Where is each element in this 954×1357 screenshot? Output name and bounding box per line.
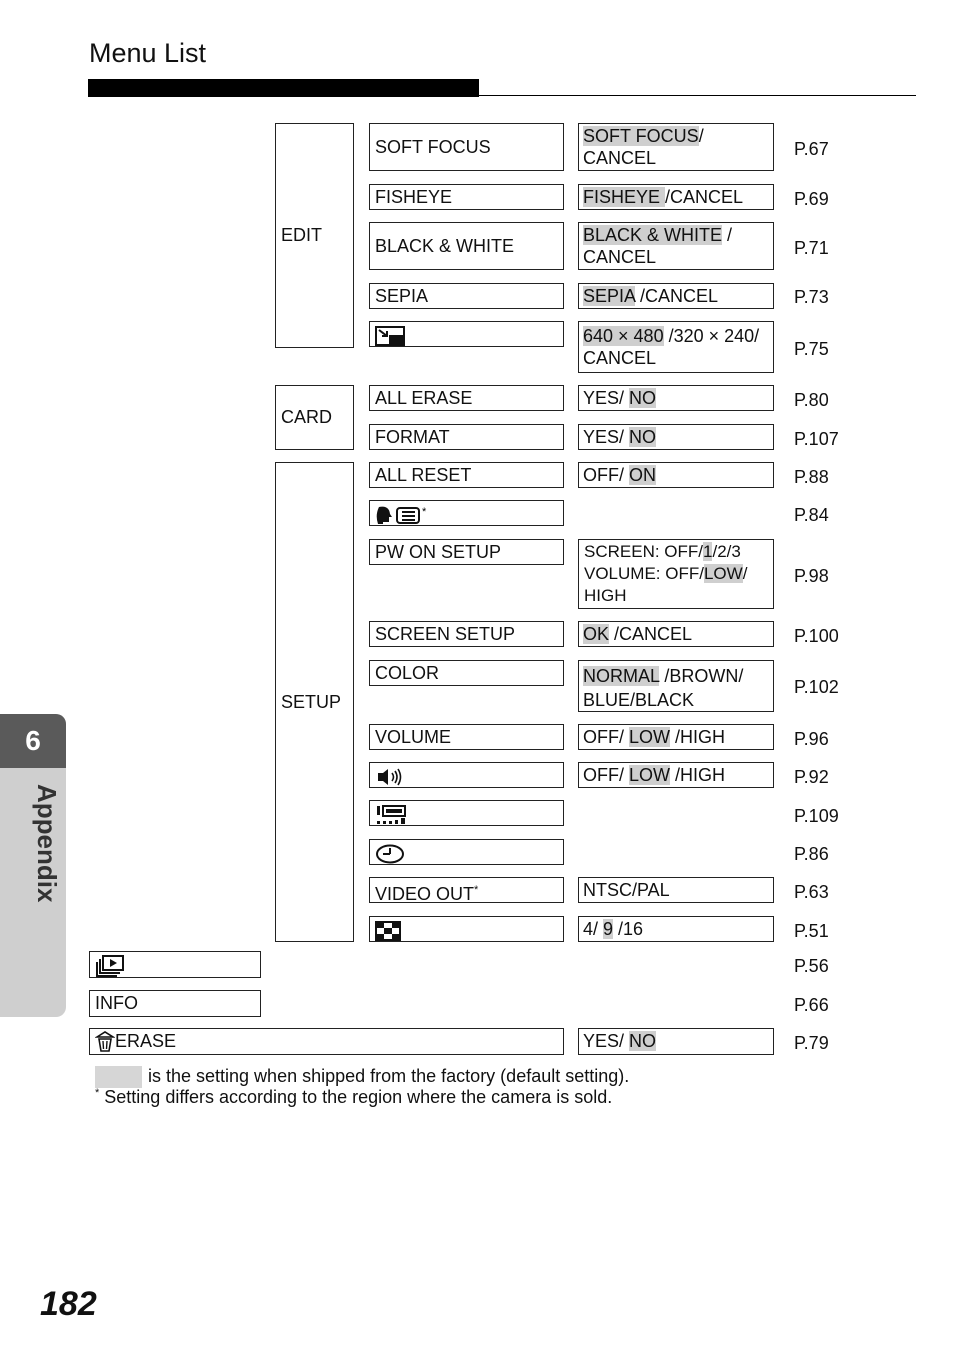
page-ref-format: P.107 xyxy=(794,429,839,449)
options-all-erase[interactable] xyxy=(578,385,774,411)
chapter-label: Appendix xyxy=(32,784,62,903)
options-soft-focus[interactable] xyxy=(578,123,774,171)
default-sepia: SEPIA xyxy=(583,286,636,306)
group-card xyxy=(275,385,354,450)
options-black-white-line2: CANCEL xyxy=(583,247,657,267)
video-out-asterisk: * xyxy=(474,884,479,896)
options-volume-pre: OFF/ xyxy=(583,727,629,747)
options-beep-pre: OFF/ xyxy=(583,765,629,785)
page-ref-color: P.102 xyxy=(794,677,839,697)
options-grid-pre: 4/ xyxy=(583,919,604,939)
page-ref-volume: P.96 xyxy=(794,729,829,749)
options-erase-pre: YES/ xyxy=(583,1031,630,1051)
page-ref-fisheye: P.69 xyxy=(794,189,829,209)
options-resize[interactable] xyxy=(578,321,774,373)
options-resize-line2: CANCEL xyxy=(583,348,657,368)
group-edit xyxy=(275,123,354,348)
options-all-erase-pre: YES/ xyxy=(583,388,630,408)
chapter-number: 6 xyxy=(0,714,66,768)
item-volume[interactable]: VOLUME xyxy=(369,724,564,750)
item-erase-label: ERASE xyxy=(115,1031,177,1051)
options-black-white-sep: / xyxy=(722,225,733,245)
playback-icon xyxy=(95,955,125,977)
item-resize[interactable] xyxy=(369,321,564,347)
options-pw-on-setup[interactable] xyxy=(578,539,774,609)
item-all-erase[interactable]: ALL ERASE xyxy=(369,385,564,411)
options-volume-post: /HIGH xyxy=(670,727,726,747)
item-erase[interactable] xyxy=(89,1028,564,1055)
options-screen-setup-rest: /CANCEL xyxy=(609,624,693,644)
page-ref-beep: P.92 xyxy=(794,767,829,787)
lcd-brightness-icon xyxy=(375,805,409,825)
options-soft-focus-sep: / xyxy=(698,126,704,146)
page-ref-video-out: P.63 xyxy=(794,882,829,902)
options-grid[interactable] xyxy=(578,916,774,942)
options-grid-post: /16 xyxy=(613,919,644,939)
options-format[interactable] xyxy=(578,424,774,450)
default-all-reset: ON xyxy=(629,465,656,485)
page-ref-language: P.84 xyxy=(794,505,829,525)
default-beep: LOW xyxy=(629,765,671,785)
default-black-white: BLACK & WHITE xyxy=(583,225,723,245)
default-grid: 9 xyxy=(603,919,614,939)
options-video-out[interactable]: NTSC/PAL xyxy=(578,877,774,903)
page-ref-clock: P.86 xyxy=(794,844,829,864)
options-volume[interactable] xyxy=(578,724,774,750)
group-setup-label: SETUP xyxy=(281,691,342,712)
options-black-white[interactable] xyxy=(578,222,774,270)
default-pw-volume: LOW xyxy=(703,564,743,583)
title-rule-thin xyxy=(479,95,916,96)
group-edit-label: EDIT xyxy=(281,225,323,245)
page-ref-soft-focus: P.67 xyxy=(794,139,829,159)
page-ref-all-erase: P.80 xyxy=(794,390,829,410)
pw-screen-pre: SCREEN: OFF/ xyxy=(584,542,704,561)
options-all-reset[interactable] xyxy=(578,462,774,488)
page-ref-grid: P.51 xyxy=(794,921,829,941)
page-ref-pw-on-setup: P.98 xyxy=(794,566,829,586)
clock-icon xyxy=(375,844,405,864)
options-screen-setup[interactable] xyxy=(578,621,774,647)
group-setup xyxy=(275,462,354,942)
region-note xyxy=(95,1087,612,1108)
item-clock[interactable] xyxy=(369,839,564,865)
page-ref-all-reset: P.88 xyxy=(794,467,829,487)
page-number: 182 xyxy=(40,1285,97,1323)
item-format[interactable]: FORMAT xyxy=(369,424,564,450)
options-beep-post: /HIGH xyxy=(670,765,726,785)
item-all-reset[interactable]: ALL RESET xyxy=(369,462,564,488)
options-pw-high-line: HIGH xyxy=(584,586,627,605)
default-pw-screen: 1 xyxy=(703,542,713,561)
item-playback[interactable] xyxy=(89,951,261,978)
options-pw-screen-line xyxy=(584,541,768,563)
options-sepia-rest: /CANCEL xyxy=(635,286,719,306)
item-black-white[interactable]: BLACK & WHITE xyxy=(369,222,564,270)
default-color: NORMAL xyxy=(583,666,660,686)
svg-text:*: * xyxy=(422,506,427,519)
pw-screen-post: /2/3 xyxy=(712,542,741,561)
default-soft-focus: SOFT FOCUS xyxy=(583,126,699,146)
default-format: NO xyxy=(629,427,657,447)
item-pw-on-setup[interactable]: PW ON SETUP xyxy=(369,539,564,565)
default-erase: NO xyxy=(629,1031,657,1051)
options-color-rest: /BROWN/ xyxy=(659,666,744,686)
pw-volume-post: / xyxy=(742,564,748,583)
pw-volume-pre: VOLUME: OFF/ xyxy=(584,564,704,583)
options-pw-volume-line xyxy=(584,563,768,585)
default-volume: LOW xyxy=(629,727,671,747)
options-black-white-line1 xyxy=(583,224,769,246)
page-ref-info: P.66 xyxy=(794,995,829,1015)
options-format-pre: YES/ xyxy=(583,427,630,447)
options-sepia[interactable] xyxy=(578,283,774,309)
default-swatch xyxy=(95,1066,142,1088)
region-asterisk: * xyxy=(95,1087,100,1099)
default-screen-setup: OK xyxy=(583,624,610,644)
language-icon xyxy=(375,505,433,525)
page-ref-lcd: P.109 xyxy=(794,806,839,826)
title-rule-thick xyxy=(88,79,479,97)
page-ref-erase: P.79 xyxy=(794,1033,829,1053)
options-fisheye[interactable] xyxy=(578,184,774,210)
resize-icon xyxy=(375,326,405,346)
item-fisheye[interactable]: FISHEYE xyxy=(369,184,564,210)
page-ref-sepia: P.73 xyxy=(794,287,829,307)
options-resize-rest: /320 × 240/ xyxy=(663,326,760,346)
group-card-label: CARD xyxy=(281,407,333,427)
options-color[interactable] xyxy=(578,660,774,712)
options-color-line1 xyxy=(583,664,769,688)
grid-icon xyxy=(375,921,401,941)
item-color[interactable]: COLOR xyxy=(369,660,564,686)
page-title: Menu List xyxy=(89,38,207,68)
options-erase[interactable] xyxy=(578,1028,774,1055)
default-resize: 640 × 480 xyxy=(583,326,664,346)
item-grid[interactable] xyxy=(369,916,564,942)
item-video-out-label: VIDEO OUT xyxy=(375,884,475,904)
page-ref-screen-setup: P.100 xyxy=(794,626,839,646)
item-language[interactable] xyxy=(369,500,564,526)
page-ref-playback: P.56 xyxy=(794,956,829,976)
options-color-line2: BLUE/BLACK xyxy=(583,690,695,710)
item-beep[interactable] xyxy=(369,762,564,788)
item-info[interactable]: INFO xyxy=(89,990,261,1017)
erase-trash-icon xyxy=(95,1031,115,1053)
options-beep[interactable] xyxy=(578,762,774,788)
default-setting-note xyxy=(95,1066,629,1088)
options-all-reset-pre: OFF/ xyxy=(583,465,629,485)
beep-icon xyxy=(375,767,405,787)
default-fisheye: FISHEYE xyxy=(583,187,666,207)
page-ref-resize: P.75 xyxy=(794,339,829,359)
item-video-out[interactable] xyxy=(369,877,564,903)
options-soft-focus-line1 xyxy=(583,125,769,147)
options-fisheye-rest: /CANCEL xyxy=(665,187,744,207)
region-note-text: Setting differs according to the region where the camera is sold. xyxy=(99,1087,613,1107)
item-lcd-brightness[interactable] xyxy=(369,800,564,826)
options-soft-focus-line2: CANCEL xyxy=(583,148,657,168)
item-screen-setup[interactable]: SCREEN SETUP xyxy=(369,621,564,647)
options-resize-line1 xyxy=(583,325,769,347)
default-setting-text: is the setting when shipped from the factory (default setting). xyxy=(148,1066,630,1086)
default-all-erase: NO xyxy=(629,388,657,408)
item-soft-focus[interactable]: SOFT FOCUS xyxy=(369,123,564,171)
item-sepia[interactable]: SEPIA xyxy=(369,283,564,309)
page-ref-black-white: P.71 xyxy=(794,238,829,258)
